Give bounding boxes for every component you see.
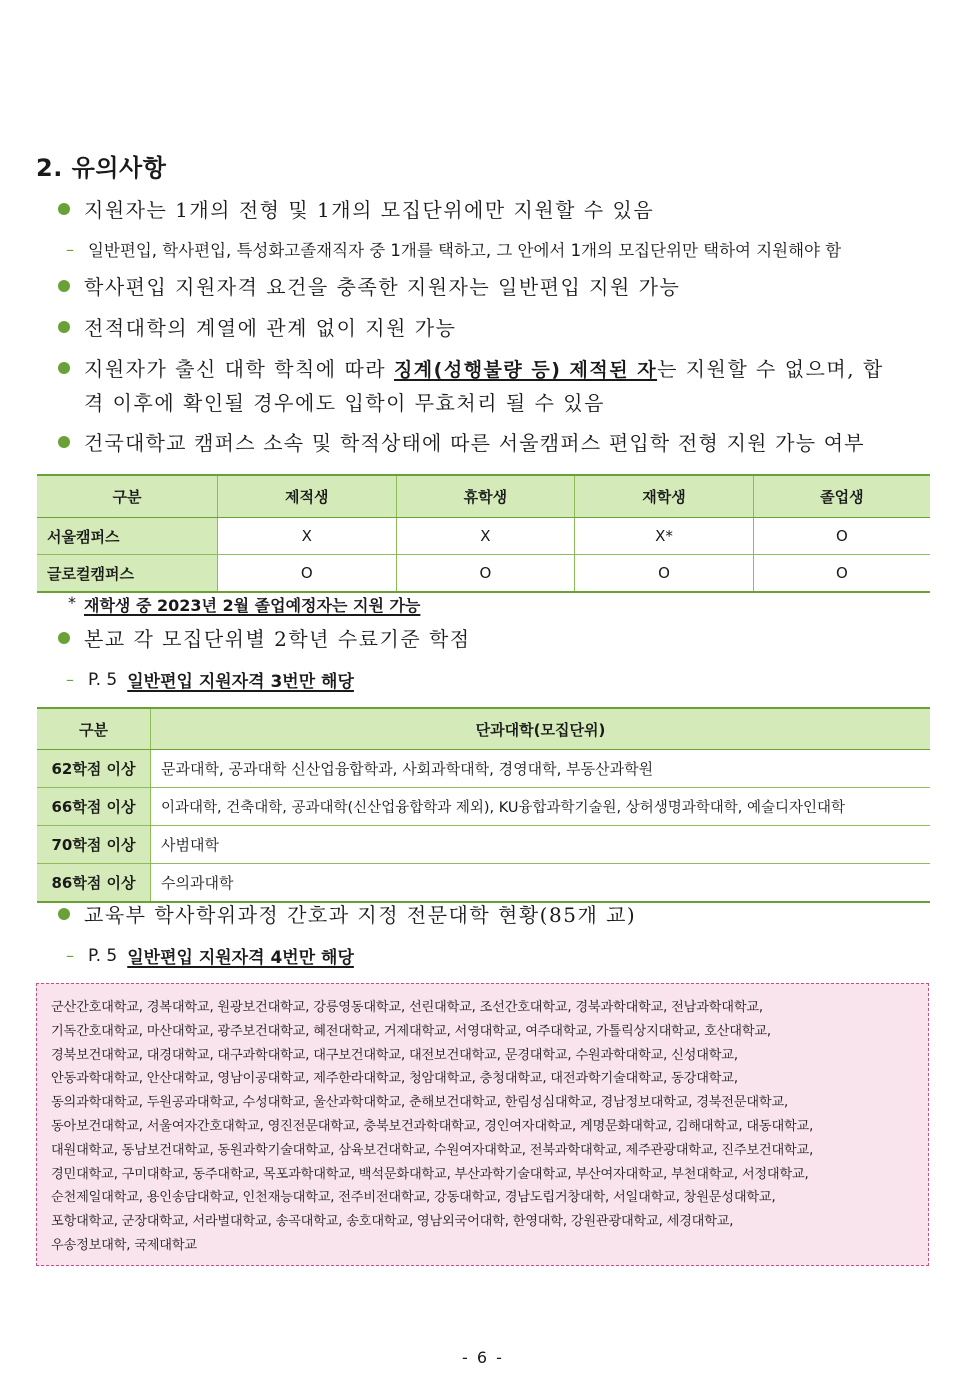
footnote-text: 재학생 중 2023년 2월 졸업예정자는 지원 가능 bbox=[84, 596, 421, 615]
college-list-line: 동의과학대학교, 두원공과대학교, 수성대학교, 울산과학대학교, 춘해보건대학교, 한림성심대학교, 경남정보대학교, 경북전문대학교, bbox=[51, 1095, 788, 1111]
table-cell: O bbox=[396, 555, 575, 593]
bullet-text: 교육부 학사학위과정 간호과 지정 전문대학 현황(85개 교) bbox=[84, 903, 637, 927]
table-footnote bbox=[68, 593, 420, 616]
dash-prefix: P. 5 bbox=[88, 945, 118, 966]
bullet-item bbox=[58, 271, 680, 304]
bullet-item bbox=[58, 899, 636, 932]
bullet-text-line2: 격 이후에 확인될 경우에도 입학이 무효처리 될 수 있음 bbox=[84, 391, 605, 415]
bullet-text-before: 지원자가 출신 대학 학칙에 따라 bbox=[84, 357, 394, 381]
bullet-dot-icon bbox=[58, 362, 70, 374]
dash-item bbox=[66, 943, 354, 968]
table-row-header: 86학점 이상 bbox=[37, 864, 151, 903]
table-row bbox=[37, 518, 930, 555]
table-header-cell: 단과대학(모집단위) bbox=[151, 708, 931, 750]
table-row-header: 62학점 이상 bbox=[37, 750, 151, 788]
table-cell: 문과대학, 공과대학 신산업융합학과, 사회과학대학, 경영대학, 부동산과학원 bbox=[151, 750, 931, 788]
bullet-text-block bbox=[84, 353, 884, 420]
bullet-text: 본교 각 모집단위별 2학년 수료기준 학점 bbox=[84, 627, 471, 651]
bullet-text: 학사편입 지원자격 요건을 충족한 지원자는 일반편입 지원 가능 bbox=[84, 275, 681, 299]
college-list-line: 군산간호대학교, 경복대학교, 원광보건대학교, 강릉영동대학교, 선린대학교, 조선간호대학교, 경북과학대학교, 전남과학대학교, bbox=[51, 1000, 763, 1015]
college-list-line: 경민대학교, 구미대학교, 동주대학교, 목포과학대학교, 백석문화대학교, 부산과학기술대학교, 부산여자대학교, 부천대학교, 서정대학교, bbox=[51, 1166, 809, 1182]
bullet-text-emphasis: 징계(성행불량 등) 제적된 자 bbox=[393, 359, 658, 381]
page-number: - 6 - bbox=[462, 1348, 504, 1367]
college-list-line: 안동과학대학교, 안산대학교, 영남이공대학교, 제주한라대학교, 청암대학교, 충청대학교, 대전과학기술대학교, 동강대학교, bbox=[51, 1071, 738, 1087]
bullet-text: 지원자는 1개의 전형 및 1개의 모집단위에만 지원할 수 있음 bbox=[84, 198, 655, 222]
table-header-cell: 제적생 bbox=[218, 475, 397, 518]
bullet-dot-icon bbox=[58, 436, 70, 448]
table-cell: O bbox=[218, 555, 397, 593]
bullet-item bbox=[58, 194, 654, 227]
section-title: 2. 유의사항 bbox=[36, 154, 167, 182]
table-cell: O bbox=[753, 518, 930, 555]
table-header-cell: 졸업생 bbox=[753, 475, 930, 518]
dash-item bbox=[66, 667, 354, 692]
table-header-cell: 구분 bbox=[37, 475, 218, 518]
footnote-marker: * bbox=[68, 593, 76, 612]
table-row bbox=[37, 826, 930, 864]
table-cell: 이과대학, 건축대학, 공과대학(신산업융합학과 제외), KU융합과학기술원, 상허생명과학대학, 예술디자인대학 bbox=[151, 788, 931, 826]
table-row bbox=[37, 788, 930, 826]
table-row bbox=[37, 750, 930, 788]
bullet-item bbox=[58, 427, 865, 460]
table-cell: 사범대학 bbox=[151, 826, 931, 864]
dash-text: 일반편입, 학사편입, 특성화고졸재직자 중 1개를 택하고, 그 안에서 1개의 모집단위만 택하여 지원해야 함 bbox=[88, 241, 842, 260]
table-header-cell: 휴학생 bbox=[396, 475, 575, 518]
bullet-text-after: 는 지원할 수 없으며, 합 bbox=[657, 357, 884, 381]
dash-emphasis: 일반편입 지원자격 3번만 해당 bbox=[127, 672, 354, 692]
table-header-row bbox=[37, 475, 930, 518]
college-list-line: 경북보건대학교, 대경대학교, 대구과학대학교, 대구보건대학교, 대전보건대학교, 문경대학교, 수원과학대학교, 신성대학교, bbox=[51, 1047, 738, 1063]
table-cell: X bbox=[218, 518, 397, 555]
bullet-item bbox=[58, 623, 471, 656]
college-list-line: 동아보건대학교, 서울여자간호대학교, 영진전문대학교, 충북보건과학대학교, 경인여자대학교, 계명문화대학교, 김해대학교, 대동대학교, bbox=[51, 1118, 814, 1134]
bullet-dot-icon bbox=[58, 632, 70, 644]
table-row-header: 66학점 이상 bbox=[37, 788, 151, 826]
table-cell: X bbox=[396, 518, 575, 555]
credit-requirement-table bbox=[37, 707, 930, 903]
table-cell: O bbox=[753, 555, 930, 593]
table-row-header: 70학점 이상 bbox=[37, 826, 151, 864]
table-row bbox=[37, 864, 930, 903]
table-cell: 수의과대학 bbox=[151, 864, 931, 903]
campus-eligibility-table bbox=[37, 474, 930, 593]
dash-icon: – bbox=[66, 239, 74, 259]
bullet-text: 전적대학의 계열에 관계 없이 지원 가능 bbox=[84, 316, 457, 340]
dash-emphasis: 일반편입 지원자격 4번만 해당 bbox=[127, 948, 354, 968]
college-list-line: 순천제일대학교, 용인송담대학교, 인천재능대학교, 전주비전대학교, 강동대학교, 경남도립거창대학, 서일대학교, 창원문성대학교, bbox=[51, 1190, 776, 1206]
dash-item bbox=[66, 237, 841, 261]
bullet-dot-icon bbox=[58, 203, 70, 215]
bullet-dot-icon bbox=[58, 321, 70, 333]
college-list-line: 기독간호대학교, 마산대학교, 광주보건대학교, 혜전대학교, 거제대학교, 서영대학교, 여주대학교, 가톨릭상지대학교, 호산대학교, bbox=[51, 1023, 771, 1039]
dash-prefix: P. 5 bbox=[88, 669, 118, 690]
nursing-college-list-box bbox=[36, 983, 929, 1266]
bullet-dot-icon bbox=[58, 280, 70, 292]
bullet-text: 건국대학교 캠퍼스 소속 및 학적상태에 따른 서울캠퍼스 편입학 전형 지원 가능 여부 bbox=[84, 431, 865, 455]
table-row bbox=[37, 555, 930, 593]
bullet-dot-icon bbox=[58, 908, 70, 920]
table-row-header: 서울캠퍼스 bbox=[37, 518, 218, 555]
college-list-line: 우송정보대학, 국제대학교 bbox=[51, 1237, 197, 1253]
table-header-cell: 구분 bbox=[37, 708, 151, 750]
college-list-line: 대원대학교, 동남보건대학교, 동원과학기술대학교, 삼육보건대학교, 수원여자대학교, 전북과학대학교, 제주관광대학교, 진주보건대학교, bbox=[51, 1142, 814, 1158]
table-row-header: 글로컬캠퍼스 bbox=[37, 555, 218, 593]
table-cell: X* bbox=[575, 518, 754, 555]
bullet-item bbox=[58, 353, 930, 420]
college-list-line: 포항대학교, 군장대학교, 서라벌대학교, 송곡대학교, 송호대학교, 영남외국어대학, 한영대학, 강원관광대학교, 세경대학교, bbox=[51, 1214, 734, 1230]
dash-icon: – bbox=[66, 670, 74, 689]
table-header-row bbox=[37, 708, 930, 750]
dash-icon: – bbox=[66, 946, 74, 965]
table-header-cell: 재학생 bbox=[575, 475, 754, 518]
bullet-item bbox=[58, 312, 456, 345]
table-cell: O bbox=[575, 555, 754, 593]
